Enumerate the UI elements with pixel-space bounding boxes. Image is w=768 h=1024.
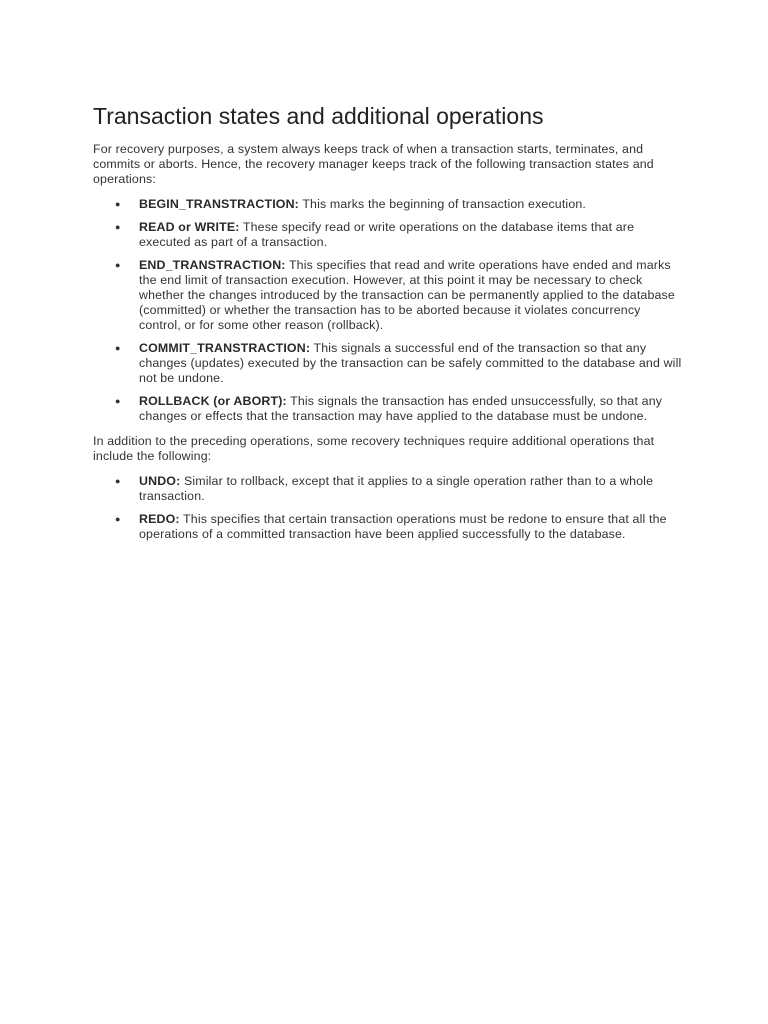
term: READ or WRITE: xyxy=(139,220,240,234)
description: This marks the beginning of transaction execution. xyxy=(298,197,587,211)
description: This signals the transaction has ended unsuccessfully, so that any changes or effects that the transaction may have applied to the database must be undone. xyxy=(139,394,663,423)
description: This signals a successful end of the transaction so that any changes (updates) executed by the transaction can be safely committed to the database and will not be undone. xyxy=(139,341,682,385)
bullet-icon: ● xyxy=(115,199,121,209)
transaction-states-list xyxy=(93,197,685,424)
document-page xyxy=(93,100,685,552)
page-title: Transaction states and additional operations xyxy=(93,103,544,129)
bullet-icon: ● xyxy=(115,476,121,486)
additional-intro-paragraph: In addition to the preceding operations, some recovery techniques require additional operations that include the following: xyxy=(93,434,655,463)
list-item-end-transaction xyxy=(93,258,685,333)
list-item-read-write xyxy=(93,220,685,250)
term: BEGIN_TRANSTRACTION: xyxy=(139,197,299,211)
bullet-icon: ● xyxy=(115,222,121,232)
term: UNDO: xyxy=(139,474,181,488)
term: ROLLBACK (or ABORT): xyxy=(139,394,287,408)
list-item-rollback xyxy=(93,394,685,424)
description: This specifies that read and write operations have ended and marks the end limit of transaction execution. However, at this point it may be necessary to check whether the changes introduced by the transaction can be permanently applied to the database (committed) or whether the transaction has to be aborted because it violates concurrency control, or for some other reason (rollback). xyxy=(139,258,675,332)
description: Similar to rollback, except that it applies to a single operation rather than to a whole transaction. xyxy=(139,474,654,503)
intro-paragraph: For recovery purposes, a system always keeps track of when a transaction starts, terminates, and commits or aborts. Hence, the recovery manager keeps track of the following transaction states and operations: xyxy=(93,142,654,186)
list-item-redo xyxy=(93,512,685,542)
bullet-icon: ● xyxy=(115,514,121,524)
bullet-icon: ● xyxy=(115,260,121,270)
list-item-begin-transaction xyxy=(93,197,685,212)
description: These specify read or write operations on the database items that are executed as part of a transaction. xyxy=(139,220,635,249)
list-item-commit-transaction xyxy=(93,341,685,386)
bullet-icon: ● xyxy=(115,343,121,353)
term: COMMIT_TRANSTRACTION: xyxy=(139,341,311,355)
term: END_TRANSTRACTION: xyxy=(139,258,286,272)
description: This specifies that certain transaction operations must be redone to ensure that all the operations of a committed transaction have been applied successfully to the database. xyxy=(139,512,667,541)
additional-operations-list xyxy=(93,474,685,542)
list-item-undo xyxy=(93,474,685,504)
term: REDO: xyxy=(139,512,180,526)
bullet-icon: ● xyxy=(115,396,121,406)
